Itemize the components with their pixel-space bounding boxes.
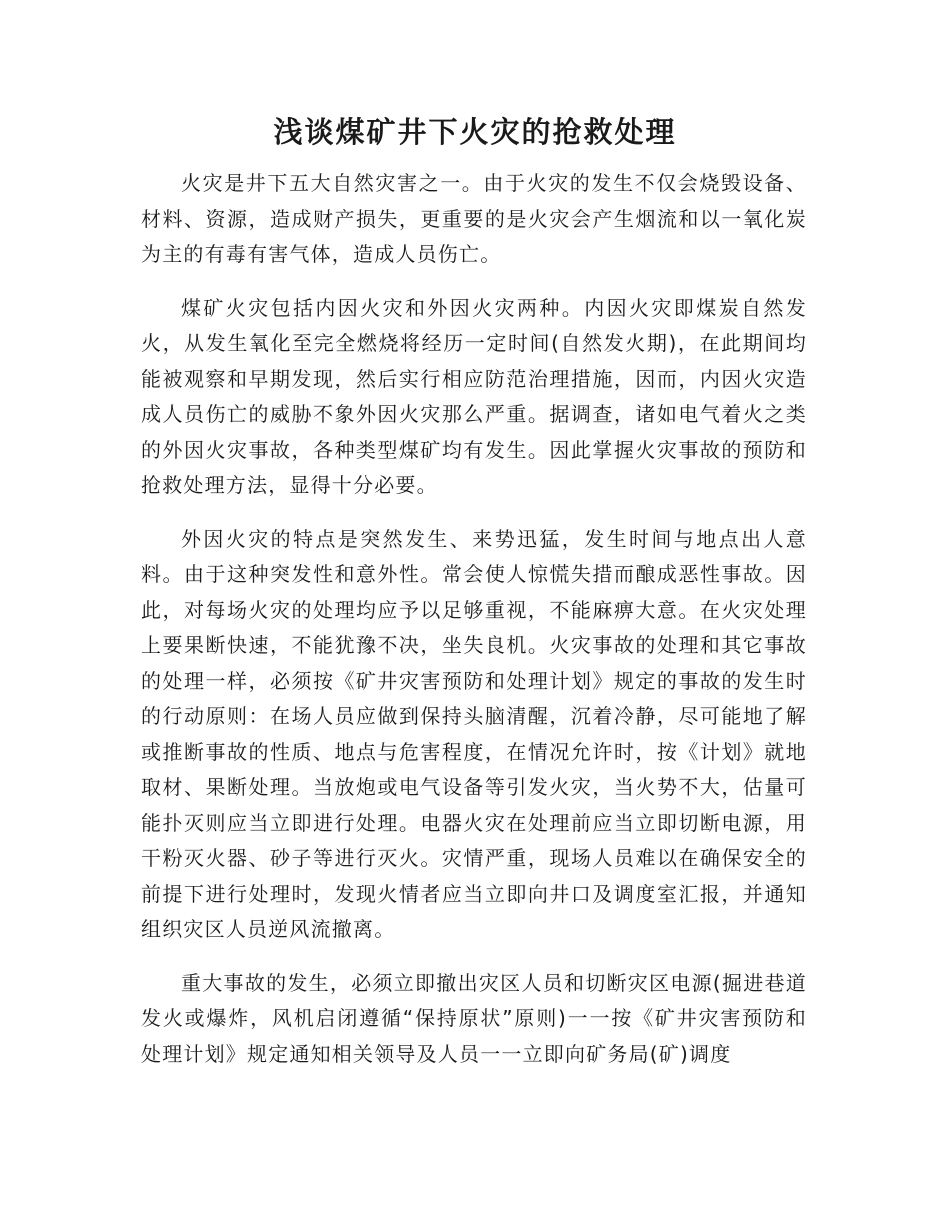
page-title: 浅谈煤矿井下火灾的抢救处理 (273, 115, 677, 149)
paragraph-3: 外因火灾的特点是突然发生、来势迅猛，发生时间与地点出人意料。由于这种突发性和意外性。常会使人惊慌失措而酿成恶性事故。因此，对每场火灾的处理均应予以足够重视，不能麻痹大意。在火灾处理上要果断快速，不能犹豫不决，坐失良机。火灾事故的处理和其它事故的处理一样，必须按《矿井灾害预防和处理计划》规定的事故的发生时的行动原则：在场人员应做到保持头脑清醒，沉着冷静，尽可能地了解或推断事故的性质、地点与危害程度，在情况允许时，按《计划》就地取材、果断处理。当放炮或电气设备等引发火灾，当火势不大，估量可能扑灭则应当立即进行处理。电器火灾在处理前应当立即切断电源，用干粉灭火器、砂子等进行灭火。灾情严重，现场人员难以在确保安全的前提下进行处理时，发现火情者应当立即向井口及调度室汇报，并通知组织灾区人员逆风流撤离。 (141, 526, 807, 941)
document-body (141, 166, 807, 1090)
paragraph-4: 重大事故的发生，必须立即撤出灾区人员和切断灾区电源(掘进巷道发火或爆炸，风机启闭遵循“保持原状”原则)一一按《矿井灾害预防和处理计划》规定通知相关领导及人员一一立即向矿务局(矿)调度 (141, 970, 807, 1066)
paragraph-1: 火灾是井下五大自然灾害之一。由于火灾的发生不仅会烧毁设备、材料、资源，造成财产损失，更重要的是火灾会产生烟流和以一氧化炭为主的有毒有害气体，造成人员伤亡。 (141, 171, 807, 266)
paragraph-2: 煤矿火灾包括内因火灾和外因火灾两种。内因火灾即煤炭自然发火，从发生氧化至完全燃烧将经历一定时间(自然发火期)，在此期间均能被观察和早期发现，然后实行相应防范治理措施，因而，内因火灾造成人员伤亡的威胁不象外因火灾那么严重。据调查，诸如电气着火之类的外因火灾事故，各种类型煤矿均有发生。因此掌握火灾事故的预防和抢救处理方法，显得十分必要。 (141, 295, 807, 497)
